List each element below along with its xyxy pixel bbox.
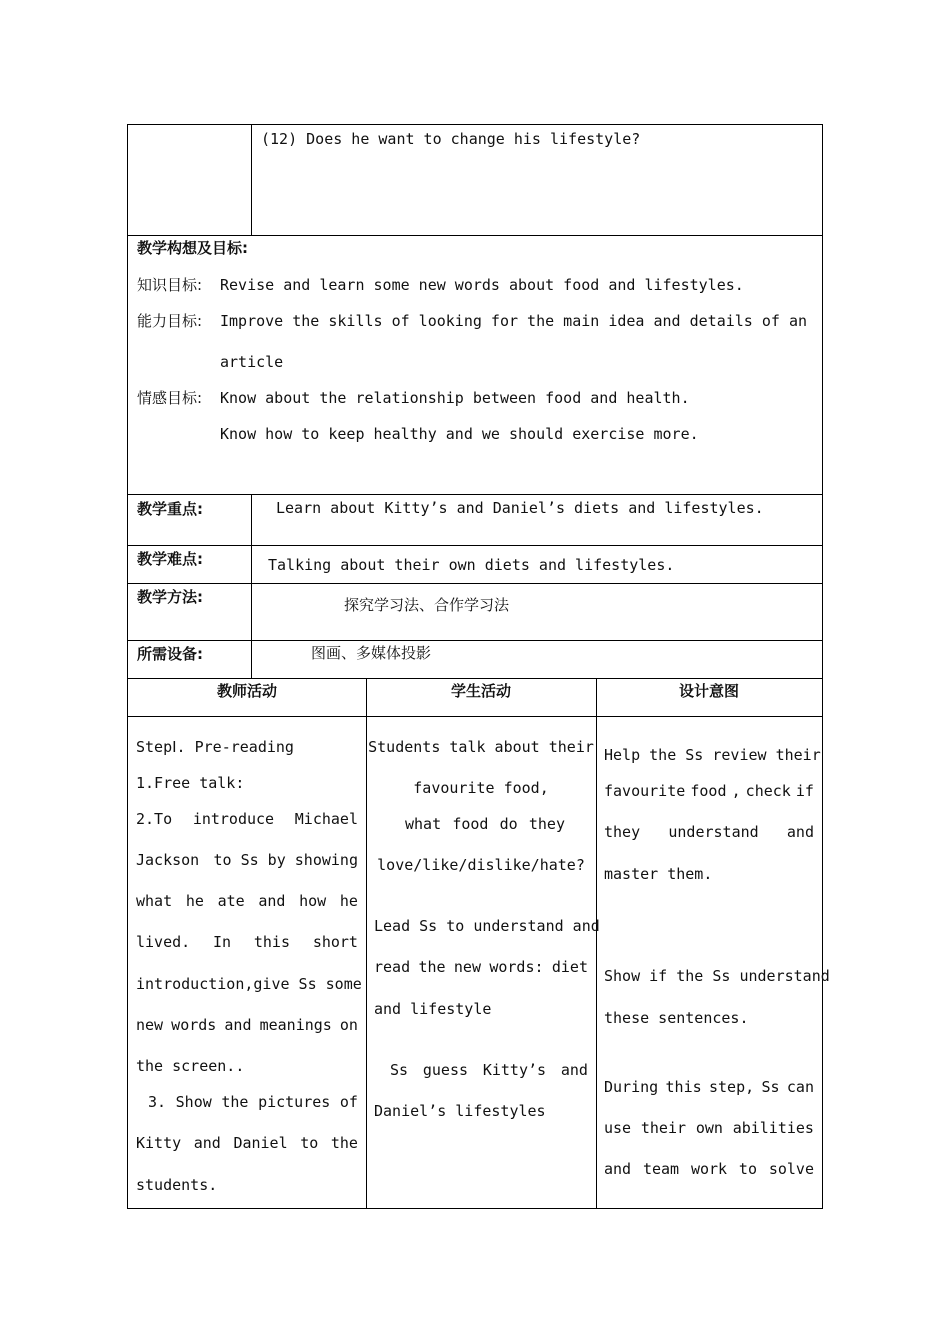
column-divider: [596, 678, 597, 1208]
word: and: [560, 1061, 588, 1079]
row-divider: [128, 716, 822, 717]
teacher-line: StepⅠ. Pre-reading: [136, 738, 294, 756]
word: new: [453, 958, 481, 976]
methods-label: 教学方法:: [137, 588, 203, 606]
word: understand: [668, 823, 759, 841]
word: the: [418, 958, 446, 976]
intent-line: [604, 1119, 814, 1137]
word: can: [786, 1078, 814, 1096]
word: words: [171, 1016, 217, 1034]
teacher-line: [136, 892, 358, 910]
teacher-line: students.: [136, 1176, 218, 1194]
ability-text-cont: article: [220, 353, 284, 371]
teacher-line: [136, 975, 362, 993]
student-line: and lifestyle: [374, 1000, 492, 1018]
teacher-line: the screen..: [136, 1057, 245, 1075]
word: introduction,: [136, 975, 254, 993]
lesson-plan-table: [127, 124, 830, 1209]
word: Jackson: [136, 851, 200, 869]
student-line: [390, 1061, 588, 1079]
word: to: [738, 1160, 757, 1178]
teacher-activity-header: 教师活动: [216, 682, 277, 700]
word: on: [339, 1016, 358, 1034]
word: ate: [217, 892, 245, 910]
row-divider: [128, 678, 822, 679]
word: Ss: [761, 1078, 780, 1096]
knowledge-text: Revise and learn some new words about food and lifestyles.: [220, 276, 744, 294]
intent-line: [604, 823, 814, 841]
equipment-value: 图画、多媒体投影: [311, 644, 432, 662]
student-line: Students talk about their: [368, 738, 594, 756]
word: favourite: [604, 782, 686, 800]
word: abilities: [732, 1119, 814, 1137]
equipment-label: 所需设备:: [137, 645, 203, 663]
teacher-line: [136, 933, 358, 951]
word: this: [253, 933, 290, 951]
row-divider: [128, 583, 822, 584]
word: their: [640, 1119, 687, 1137]
concept-heading: 教学构想及目标:: [137, 239, 248, 257]
word: the: [330, 1134, 358, 1152]
teacher-line: [136, 1134, 358, 1152]
word: Kitty: [136, 1134, 182, 1152]
word: 2.To: [136, 810, 173, 828]
word: he: [185, 892, 204, 910]
word: Kitty’s: [482, 1061, 547, 1079]
student-line: Daniel’s lifestyles: [374, 1102, 546, 1120]
row-divider: [128, 545, 822, 546]
word: of: [339, 1093, 358, 1111]
intent-line: these sentences.: [604, 1009, 749, 1027]
student-line: favourite food,: [413, 779, 549, 797]
key-points-label: 教学重点:: [137, 500, 203, 518]
emotion-text-cont: Know how to keep healthy and we should exercise more.: [220, 425, 699, 443]
word: food: [690, 782, 727, 800]
difficulties-label: 教学难点:: [137, 550, 203, 568]
word: and: [193, 1134, 221, 1152]
teacher-line: 1.Free talk:: [136, 774, 245, 792]
intent-line: [604, 1078, 814, 1096]
intent-line: [604, 1160, 814, 1178]
word: During: [604, 1078, 659, 1096]
word: read: [374, 958, 411, 976]
word: Show: [175, 1093, 212, 1111]
word: ,: [731, 782, 741, 800]
word: the: [221, 1093, 249, 1111]
word: team: [642, 1160, 680, 1178]
row-divider: [128, 494, 822, 495]
student-activity-header: 学生活动: [450, 682, 511, 700]
word: use: [604, 1119, 632, 1137]
word: guess: [422, 1061, 469, 1079]
row-divider: [128, 235, 822, 236]
word: food: [452, 815, 489, 833]
word: to Ss by showing: [213, 851, 358, 869]
word: what: [136, 892, 173, 910]
word: 3.: [148, 1093, 167, 1111]
word: he: [339, 892, 358, 910]
word: give Ss some: [253, 975, 362, 993]
knowledge-label: 知识目标:: [137, 276, 203, 294]
student-line: love/like/dislike/hate?: [377, 856, 585, 874]
word: if: [795, 782, 814, 800]
word: step,: [709, 1078, 755, 1096]
row-divider: [128, 640, 822, 641]
word: meanings: [259, 1016, 332, 1034]
question-12: (12) Does he want to change his lifestyle?: [261, 130, 641, 148]
word: diet: [551, 958, 588, 976]
intent-line: Help the Ss review their: [604, 746, 821, 764]
intent-line: [604, 782, 814, 800]
column-divider: [251, 125, 252, 235]
teacher-line: [136, 851, 358, 869]
intent-line: master them.: [604, 865, 713, 883]
word: own: [695, 1119, 723, 1137]
column-divider: [251, 494, 252, 678]
word: In: [213, 933, 232, 951]
key-points-value: Learn about Kitty’s and Daniel’s diets and lifestyles.: [276, 499, 764, 517]
word: do: [499, 815, 518, 833]
student-line: Lead Ss to understand and: [374, 917, 600, 935]
emotion-label: 情感目标:: [137, 389, 203, 407]
word: new: [136, 1016, 164, 1034]
teacher-line: [136, 810, 358, 828]
design-intent-header: 设计意图: [678, 682, 739, 700]
column-divider: [366, 678, 367, 1208]
word: to: [300, 1134, 319, 1152]
student-line: [374, 958, 588, 976]
word: lived.: [136, 933, 191, 951]
word: work: [690, 1160, 728, 1178]
word: and: [786, 823, 814, 841]
word: check: [745, 782, 791, 800]
difficulties-value: Talking about their own diets and lifestyles.: [268, 556, 675, 574]
word: and: [258, 892, 286, 910]
word: Ss: [390, 1061, 409, 1079]
emotion-text: Know about the relationship between food and health.: [220, 389, 690, 407]
word: and: [224, 1016, 252, 1034]
word: they: [528, 815, 565, 833]
ability-text: Improve the skills of looking for the main idea and details of an: [220, 312, 807, 330]
intent-line: Show if the Ss understand: [604, 967, 830, 985]
word: short: [312, 933, 358, 951]
teacher-line: [136, 1016, 358, 1034]
word: how: [299, 892, 327, 910]
word: introduce: [192, 810, 275, 828]
word: they: [604, 823, 641, 841]
word: pictures: [258, 1093, 331, 1111]
teacher-line: [148, 1093, 358, 1111]
student-line: [405, 815, 565, 833]
word: words:: [489, 958, 544, 976]
methods-value: 探究学习法、合作学习法: [344, 596, 510, 614]
ability-label: 能力目标:: [137, 312, 203, 330]
word: and: [604, 1160, 632, 1178]
word: Daniel: [233, 1134, 288, 1152]
word: what: [405, 815, 442, 833]
word: this: [665, 1078, 702, 1096]
word: solve: [768, 1160, 814, 1178]
word: Michael: [294, 810, 358, 828]
